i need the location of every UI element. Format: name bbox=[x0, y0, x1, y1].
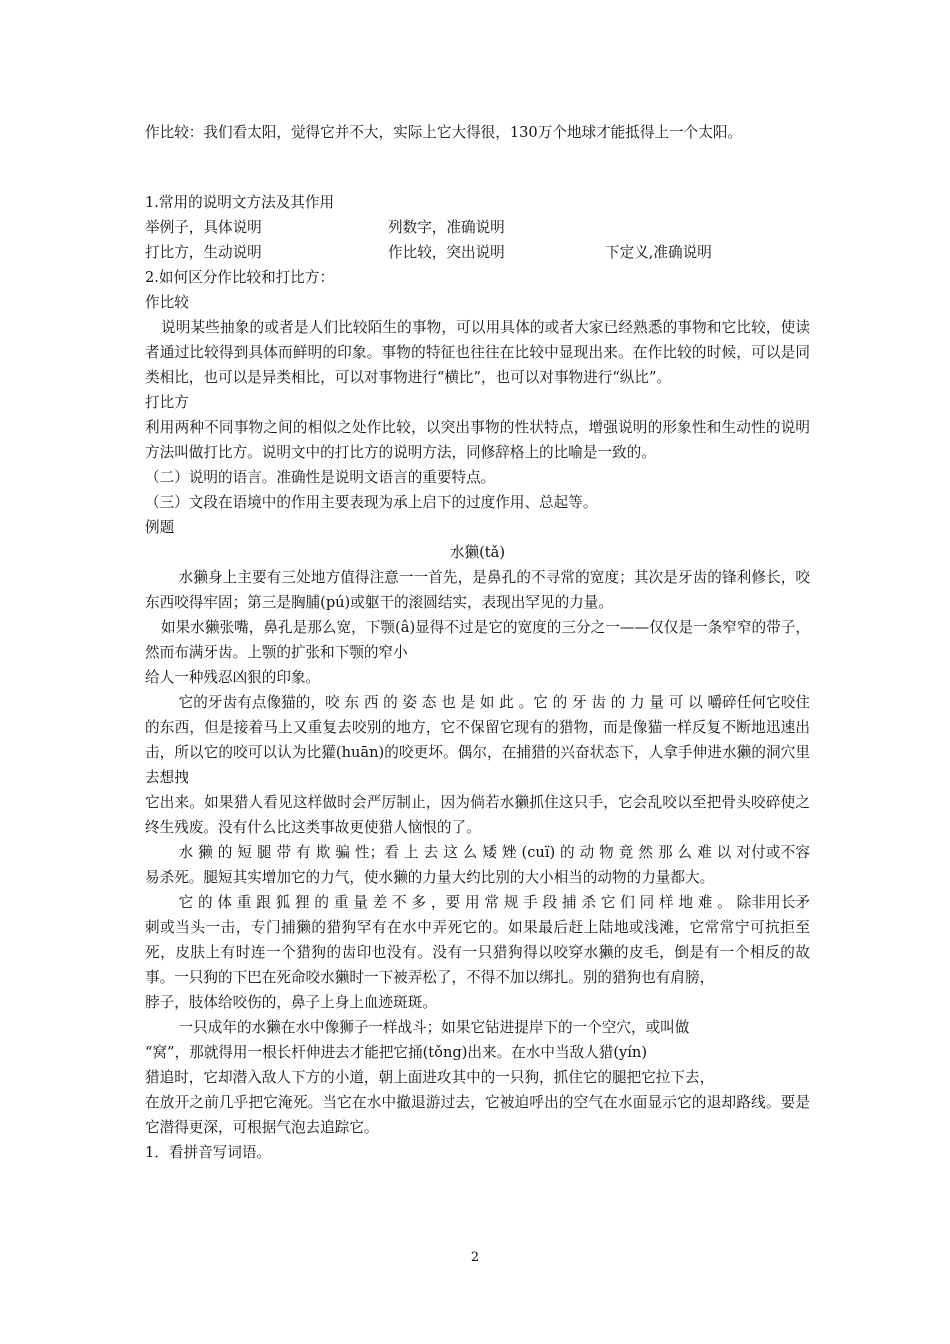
article-paragraph-3: 它的牙齿有点像猫的，咬 东 西 的 姿 态 也 是 如 此 。它 的 牙 齿 的 力 量 可 以 嚼碎任何它咬住的东西，但是接着马上又重复去咬别的地方，它不保留它现有的猎物，而是像猫一样反复不断地迅速出击，所以它的咬可以认为比獾(huān)的咬更坏。偶尔，在捕猎的兴奋状态下，人拿手伸进水獭的洞穴里去想拽 bbox=[145, 694, 810, 786]
article-paragraph-6: 一只成年的水獭在水中像狮子一样战斗；如果它钻进提岸下的一个空穴，或叫做 bbox=[178, 1019, 690, 1036]
compare-paragraph: 说明某些抽象的或者是人们比较陌生的事物，可以用具体的或者大家已经熟悉的事物和它比较，使读者通过比较得到具体而鲜明的印象。事物的特征也往往在比较中显现出来。在作比较的时候，可以是同类相比，也可以是异类相比，可以对事物进行“横比”，也可以对事物进行“纵比”。 bbox=[145, 319, 810, 386]
methods-row-1 bbox=[145, 215, 810, 240]
method-numbers: 列数字，准确说明 bbox=[388, 219, 505, 236]
method-compare: 作比较，突出说明 bbox=[388, 244, 505, 261]
article-paragraph-6-end: 在放开之前几乎把它淹死。当它在水中撤退游过去，它被迫呼出的空气在水面显示它的退却路线。要是它潜得更深，可根据气泡去追踪它。 bbox=[145, 1094, 810, 1136]
section-heading-methods: 1.常用的说明文方法及其作用 bbox=[145, 194, 335, 211]
page-number: 2 bbox=[470, 1250, 480, 1265]
section-heading-distinguish: 2.如何区分作比较和打比方： bbox=[145, 269, 335, 286]
article-paragraph-3-end: 它出来。如果猎人看见这样做时会严厉制止，因为倘若水獭抓住这只手，它会乱咬以至把骨头咬碎使之终生残废。没有什么比这类事故更使猎人恼恨的了。 bbox=[145, 794, 810, 836]
method-definition: 下定义,准确说明 bbox=[605, 244, 712, 261]
exercise-1: 1．看拼音写词语。 bbox=[145, 1144, 272, 1161]
metaphor-title: 打比方 bbox=[145, 394, 189, 411]
methods-row-2 bbox=[145, 240, 810, 265]
article-paragraph-5-end: 脖子，肢体给咬伤的，鼻子上身上血迹斑斑。 bbox=[145, 994, 437, 1011]
intro-line: 作比较：我们看太阳，觉得它并不大，实际上它大得很，130万个地球才能抵得上一个太阳。 bbox=[145, 124, 743, 141]
method-metaphor: 打比方，生动说明 bbox=[145, 244, 262, 261]
article-paragraph-2-end: 给人一种残忍凶狠的印象。 bbox=[145, 669, 321, 686]
metaphor-paragraph: 利用两种不同事物之间的相似之处作比较，以突出事物的性状特点，增强说明的形象性和生动性的说明方法叫做打比方。说明文中的打比方的说明方法，同修辞格上的比喻是一致的。 bbox=[145, 419, 810, 461]
article-paragraph-5: 它 的 体 重 跟 狐 狸 的 重 量 差 不 多 ，要 用 常 规 手 段 捕 杀 它 们 同 样 地 难 。 除非用长矛刺或当头一击，专门捕獭的猎狗罕有在水中弄死它的。如果最后赶上陆地或浅滩，它常常宁可抗拒至死，皮肤上有时连一个猎狗的齿印也没有。没有一只猎狗得以咬穿水獭的皮毛，倒是有一个相反的故事。一只狗的下巴在死命咬水獭时一下被弄松了，不得不加以绑扎。别的猎狗也有肩膀， bbox=[145, 894, 810, 986]
spacer bbox=[145, 145, 810, 170]
article-paragraph-6-line-3: 猎追时，它却潜入敌人下方的小道，朝上面进攻其中的一只狗，抓住它的腿把它拉下去， bbox=[145, 1069, 715, 1086]
method-example: 举例子，具体说明 bbox=[145, 219, 262, 236]
article-title: 水獭(tǎ) bbox=[449, 544, 506, 561]
document-body bbox=[145, 120, 810, 1165]
point-language: （二）说明的语言。准确性是说明文语言的重要特点。 bbox=[145, 469, 496, 486]
compare-title: 作比较 bbox=[145, 294, 189, 311]
article-paragraph-6-line-2: “窝”，那就得用一根长杆伸进去才能把它捅(tǒng)出来。在水中当敌人猎(yín) bbox=[145, 1044, 648, 1061]
article-paragraph-1: 水獭身上主要有三处地方值得注意一一首先，是鼻孔的不寻常的宽度；其次是牙齿的锋利修长，咬东西咬得牢固；第三是胸脯(pú)或躯干的滚圆结实，表现出罕见的力量。 bbox=[145, 569, 810, 611]
point-paragraph-role: （三）文段在语境中的作用主要表现为承上启下的过度作用、总起等。 bbox=[145, 494, 598, 511]
article-paragraph-4: 水 獭 的 短 腿 带 有 欺 骗 性；看 上 去 这 么 矮 矬 (cuï) 的 动 物 竟 然 那 么 难 以 对付或不容易杀死。腿短其实增加它的力气，使水獭的力量大约比别的大小相当的动物的力量都大。 bbox=[145, 844, 810, 886]
article-paragraph-2: 如果水獭张嘴，鼻孔是那么宽，下颚(â)显得不过是它的宽度的三分之一——仅仅是一条窄窄的带子，然而布满牙齿。上颚的扩张和下颚的窄小 bbox=[145, 619, 810, 661]
example-label: 例题 bbox=[145, 519, 175, 536]
spacer bbox=[145, 170, 810, 190]
